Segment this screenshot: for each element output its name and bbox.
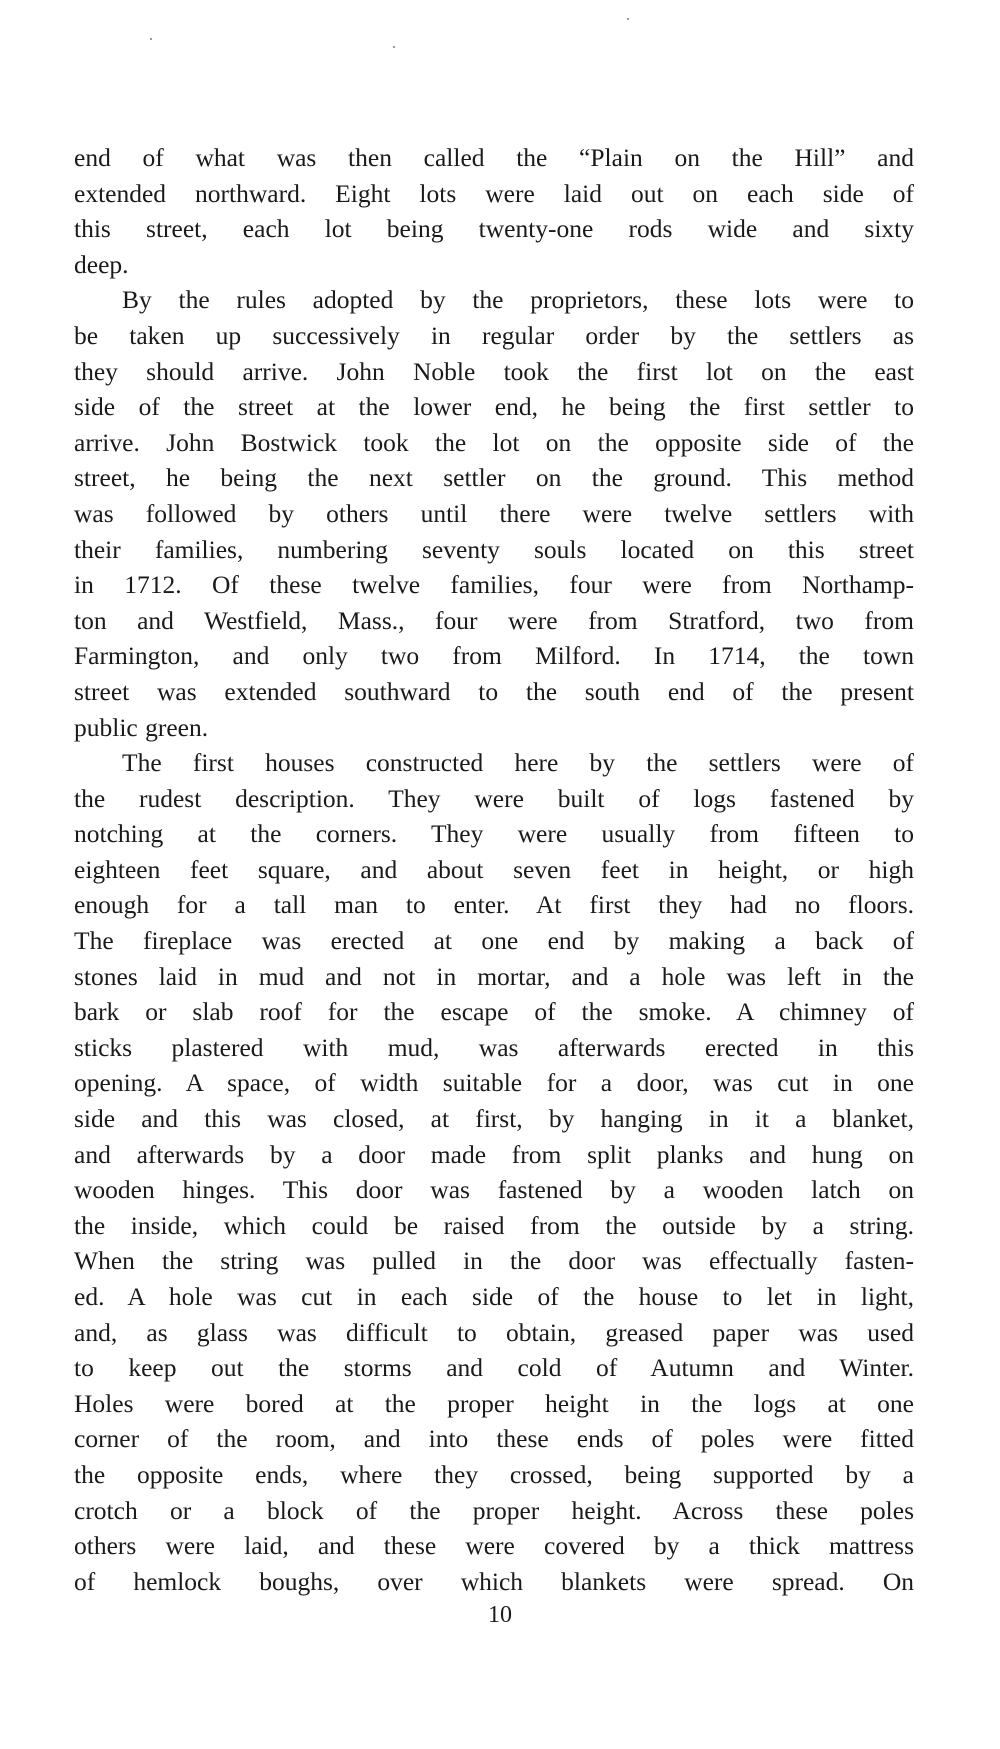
text-line: others were laid, and these were covered by a thick mattress bbox=[74, 1531, 914, 1561]
text-line: the inside, which could be raised from the outside by a string. bbox=[74, 1210, 914, 1240]
text-line: the rudest description. They were built of logs fastened by bbox=[74, 783, 914, 813]
text-line: to keep out the storms and cold of Autumn and Winter. bbox=[74, 1353, 914, 1383]
text-line: wooden hinges. This door was fastened by a wooden latch on bbox=[74, 1175, 914, 1205]
page-number: 10 bbox=[488, 1602, 512, 1628]
text-line: Farmington, and only two from Milford. In 1714, the town bbox=[74, 641, 914, 671]
text-line: and afterwards by a door made from split planks and hung on bbox=[74, 1139, 914, 1169]
text-line: street was extended southward to the south end of the present bbox=[74, 676, 914, 706]
text-line: arrive. John Bostwick took the lot on the opposite side of the bbox=[74, 427, 914, 457]
text-line: corner of the room, and into these ends of poles were fitted bbox=[74, 1424, 914, 1454]
text-line: The fireplace was erected at one end by making a back of bbox=[74, 926, 914, 956]
text-line: stones laid in mud and not in mortar, and a hole was left in the bbox=[74, 961, 914, 991]
print-speck bbox=[627, 18, 629, 20]
print-speck bbox=[150, 38, 152, 40]
text-line: in 1712. Of these twelve families, four were from Northamp- bbox=[74, 570, 914, 600]
text-line: their families, numbering seventy souls located on this street bbox=[74, 534, 914, 564]
text-line: The first houses constructed here by the settlers were of bbox=[122, 748, 914, 778]
text-line: of hemlock boughs, over which blankets were spread. On bbox=[74, 1566, 914, 1596]
text-line: public green. bbox=[74, 712, 209, 742]
text-line: this street, each lot being twenty-one rods wide and sixty bbox=[74, 214, 914, 244]
text-line: opening. A space, of width suitable for a door, was cut in one bbox=[74, 1068, 914, 1098]
paragraph-2 bbox=[74, 282, 914, 745]
text-line: When the string was pulled in the door was effectually fasten- bbox=[74, 1246, 914, 1276]
text-line: Holes were bored at the proper height in the logs at one bbox=[74, 1388, 914, 1418]
text-line: the opposite ends, where they crossed, being supported by a bbox=[74, 1459, 914, 1489]
text-line: By the rules adopted by the proprietors, these lots were to bbox=[122, 285, 914, 315]
text-line: bark or slab roof for the escape of the smoke. A chimney of bbox=[74, 997, 914, 1027]
text-line: sticks plastered with mud, was afterwards erected in this bbox=[74, 1032, 914, 1062]
text-line: ton and Westfield, Mass., four were from Stratford, two from bbox=[74, 605, 914, 635]
text-line: end of what was then called the “Plain on the Hill” and bbox=[74, 143, 914, 172]
paragraph-1 bbox=[74, 140, 914, 282]
text-line: was followed by others until there were twelve settlers with bbox=[74, 498, 914, 528]
text-line: be taken up successively in regular order by the settlers as bbox=[74, 320, 914, 350]
body-text bbox=[74, 140, 914, 1599]
text-line: enough for a tall man to enter. At first they had no floors. bbox=[74, 890, 914, 920]
print-speck bbox=[393, 46, 395, 48]
text-line: street, he being the next settler on the ground. This method bbox=[74, 463, 914, 493]
text-line: deep. bbox=[74, 249, 129, 279]
text-line: ed. A hole was cut in each side of the house to let in light, bbox=[74, 1282, 914, 1311]
text-line: side of the street at the lower end, he being the first settler to bbox=[74, 392, 914, 422]
text-line: notching at the corners. They were usually from fifteen to bbox=[74, 819, 914, 849]
text-line: eighteen feet square, and about seven feet in height, or high bbox=[74, 854, 914, 884]
text-line: extended northward. Eight lots were laid out on each side of bbox=[74, 178, 914, 208]
paragraph-3 bbox=[74, 745, 914, 1599]
text-line: and, as glass was difficult to obtain, greased paper was used bbox=[74, 1317, 914, 1347]
text-line: side and this was closed, at first, by hanging in it a blanket, bbox=[74, 1104, 914, 1134]
text-line: they should arrive. John Noble took the first lot on the east bbox=[74, 356, 914, 386]
text-line: crotch or a block of the proper height. Across these poles bbox=[74, 1495, 914, 1525]
